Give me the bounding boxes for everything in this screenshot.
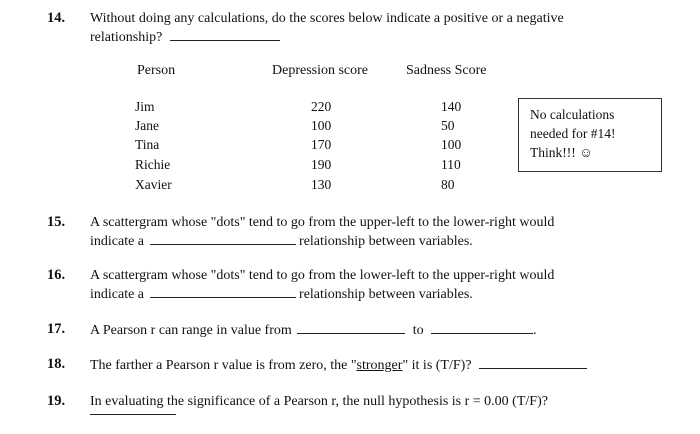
- question-18-text-b: " it is (T/F)?: [402, 358, 472, 373]
- question-17-text: [90, 321, 537, 340]
- question-15-number: 15.: [47, 214, 66, 230]
- question-15-text-line2-a: indicate a: [90, 234, 145, 249]
- question-19-answer-blank[interactable]: [90, 414, 176, 415]
- table-cell-depression: 190: [311, 157, 332, 172]
- table-cell-person: Tina: [135, 137, 160, 152]
- question-14-answer-blank[interactable]: [170, 28, 280, 41]
- question-19-number: 19.: [47, 393, 66, 409]
- question-15-answer-blank[interactable]: [150, 232, 296, 245]
- table-cell-person: Jane: [135, 118, 159, 133]
- question-16-answer-blank[interactable]: [150, 285, 296, 298]
- question-14-text-line1: Without doing any calculations, do the scores below indicate a positive or a negative: [90, 11, 564, 26]
- question-18-answer-blank[interactable]: [479, 356, 587, 369]
- question-18-text-underlined: stronger: [356, 358, 403, 373]
- question-16-text-line1: A scattergram whose "dots" tend to go from the lower-left to the upper-right would: [90, 268, 555, 283]
- question-16-text-line2-b: relationship between variables.: [299, 287, 473, 302]
- table-cell-depression: 170: [311, 137, 332, 152]
- question-16-text-line2: [90, 285, 473, 304]
- table-cell-sadness: 110: [441, 157, 461, 172]
- hint-note-line2: needed for #14!: [530, 126, 616, 141]
- question-17-text-c: .: [533, 323, 537, 338]
- table-cell-person: Xavier: [135, 177, 172, 192]
- question-16-text-line2-a: indicate a: [90, 287, 145, 302]
- table-cell-depression: 100: [311, 118, 332, 133]
- question-18-number: 18.: [47, 356, 66, 372]
- table-cell-sadness: 100: [441, 137, 462, 152]
- table-cell-sadness: 140: [441, 99, 462, 114]
- table-header-person: Person: [137, 63, 176, 78]
- hint-note-box: [518, 98, 662, 172]
- table-cell-sadness: 50: [441, 118, 455, 133]
- hint-note-line3: Think!!! ☺: [530, 145, 593, 160]
- table-header-sadness-score: Sadness Score: [406, 63, 487, 78]
- question-19-text: In evaluating the significance of a Pearson r, the null hypothesis is r = 0.00 (T/F)?: [90, 394, 548, 409]
- question-15-text-line2: [90, 232, 473, 251]
- question-18-text-a: The farther a Pearson r value is from zero, the ": [90, 358, 357, 373]
- question-14-text-line2: [90, 28, 280, 47]
- table-cell-sadness: 80: [441, 177, 455, 192]
- question-17-from-blank[interactable]: [297, 321, 405, 334]
- question-16-number: 16.: [47, 267, 66, 283]
- question-14-text-line2-label: relationship?: [90, 30, 163, 45]
- question-17-to-blank[interactable]: [431, 321, 533, 334]
- question-17-text-b: to: [412, 323, 424, 338]
- hint-note-line1: No calculations: [530, 107, 615, 122]
- question-18-text: [90, 356, 587, 375]
- table-cell-person: Jim: [135, 99, 155, 114]
- table-header-depression-score: Depression score: [272, 63, 369, 78]
- question-17-text-a: A Pearson r can range in value from: [90, 323, 292, 338]
- table-cell-person: Richie: [135, 157, 171, 172]
- question-17-number: 17.: [47, 321, 66, 337]
- table-cell-depression: 130: [311, 177, 332, 192]
- question-15-text-line1: A scattergram whose "dots" tend to go from the upper-left to the lower-right would: [90, 215, 555, 230]
- table-cell-depression: 220: [311, 99, 332, 114]
- question-15-text-line2-b: relationship between variables.: [299, 234, 473, 249]
- question-14-number: 14.: [47, 10, 66, 26]
